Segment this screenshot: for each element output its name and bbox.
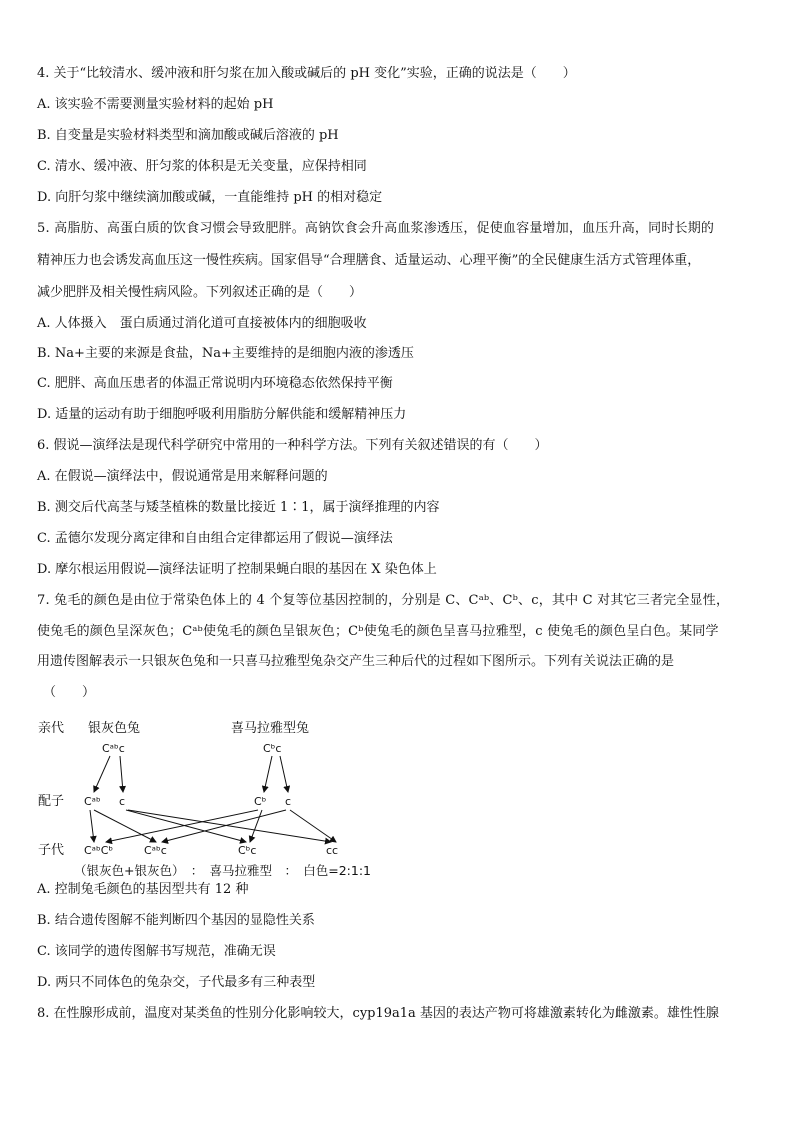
parent1-name: 银灰色兔 (88, 721, 141, 736)
q5-option-b: B. Na+主要的来源是食盐，Na+主要维持的是细胞内液的渗透压 (37, 346, 414, 361)
row-label-gametes: 配子 (38, 794, 65, 809)
arrow-p2-to-gamete-cb (264, 756, 272, 792)
q4-option-c: C. 清水、缓冲液、肝匀浆的体积是无关变量，应保持相同 (37, 159, 367, 174)
q5-stem-line2: 精神压力也会诱发高血压这一慢性疾病。国家倡导“合理膳食、适量运动、心理平衡”的全民健康生活方式管理体重， (37, 253, 701, 268)
arrow-p1-to-gamete-cab (94, 756, 110, 792)
arrow-p2-to-gamete-c (280, 756, 288, 792)
offspring-cc: cc (326, 844, 339, 857)
q4-stem: 4. 关于“比较清水、缓冲液和肝匀浆在加入酸或碱后的 pH 变化”实验，正确的说法是（ ） (37, 66, 576, 81)
q7-option-a: A. 控制兔毛颜色的基因型共有 12 种 (37, 882, 249, 897)
arrow-cab-to-cabc (94, 810, 156, 842)
genetic-cross-diagram (36, 712, 396, 884)
arrow-cab-to-cabcb (90, 810, 94, 842)
q7-answer-bracket: （ ） (43, 685, 96, 700)
q8-stem-line1: 8. 在性腺形成前，温度对某类鱼的性别分化影响较大，cyp19a1a 基因的表达产物可将雄激素转化为雌激素。雄性性腺 (37, 1006, 719, 1021)
parent2-genotype: Cᵇc (263, 742, 282, 755)
parent1-genotype: Cᵃᵇc (102, 742, 125, 755)
offspring-cab-cb: CᵃᵇCᵇ (84, 844, 114, 857)
q7-stem-line1: 7. 兔毛的颜色是由位于常染色体上的 4 个复等位基因控制的，分别是 C、Cᵃᵇ、Cᵇ、c，其中 C 对其它三者完全显性， (37, 593, 730, 608)
q6-option-b: B. 测交后代高茎与矮茎植株的数量比接近 1∶1，属于演绎推理的内容 (37, 500, 440, 515)
q7-stem-line2: 使兔毛的颜色呈深灰色；Cᵃᵇ使兔毛的颜色呈银灰色；Cᵇ使兔毛的颜色呈喜马拉雅型，c 使兔毛的颜色呈白色。某同学 (37, 624, 719, 639)
q7-option-c: C. 该同学的遗传图解书写规范，准确无误 (37, 944, 276, 959)
arrow-cb-to-cbc (250, 810, 262, 842)
q4-option-a: A. 该实验不需要测量实验材料的起始 pH (37, 97, 274, 112)
q5-option-a: A. 人体摄入 蛋白质通过消化道可直接被体内的细胞吸收 (37, 316, 367, 331)
q6-option-d: D. 摩尔根运用假说—演绎法证明了控制果蝇白眼的基因在 X 染色体上 (37, 562, 437, 577)
arrow-c2-to-cc (290, 810, 336, 842)
q6-option-a: A. 在假说—演绎法中，假说通常是用来解释问题的 (37, 469, 328, 484)
q4-option-b: B. 自变量是实验材料类型和滴加酸或碱后溶液的 pH (37, 128, 339, 143)
row-label-parents: 亲代 (38, 721, 65, 736)
q7-option-d: D. 两只不同体色的兔杂交，子代最多有三种表型 (37, 975, 316, 990)
q5-option-c: C. 肥胖、高血压患者的体温正常说明内环境稳态依然保持平衡 (37, 376, 393, 391)
q7-stem-line3: 用遗传图解表示一只银灰色兔和一只喜马拉雅型兔杂交产生三种后代的过程如下图所示。下列有关说法正确的是 (37, 654, 675, 669)
gamete-c-1: c (119, 795, 126, 808)
q5-option-d: D. 适量的运动有助于细胞呼吸利用脂肪分解供能和缓解精神压力 (37, 407, 407, 422)
gamete-cab: Cᵃᵇ (84, 795, 101, 808)
gamete-c-2: c (285, 795, 292, 808)
arrow-p1-to-gamete-c (120, 756, 123, 792)
q5-stem-line1: 5. 高脂肪、高蛋白质的饮食习惯会导致肥胖。高钠饮食会升高血浆渗透压，促使血容量增加，血压升高，同时长期的 (37, 221, 715, 236)
q6-option-c: C. 孟德尔发现分离定律和自由组合定律都运用了假说—演绎法 (37, 531, 393, 546)
offspring-cb-c: Cᵇc (238, 844, 257, 857)
q4-option-d: D. 向肝匀浆中继续滴加酸或碱，一直能维持 pH 的相对稳定 (37, 190, 383, 205)
row-label-offspring: 子代 (38, 843, 65, 858)
q5-stem-line3: 减少肥胖及相关慢性病风险。下列叙述正确的是（ ） (37, 285, 363, 300)
gamete-cb: Cᵇ (254, 795, 267, 808)
parent2-name: 喜马拉雅型兔 (231, 721, 310, 736)
q7-option-b: B. 结合遗传图解不能判断四个基因的显隐性关系 (37, 913, 315, 928)
q6-stem: 6. 假说—演绎法是现代科学研究中常用的一种科学方法。下列有关叙述错误的有（ ） (37, 438, 548, 453)
offspring-cab-c: Cᵃᵇc (144, 844, 167, 857)
offspring-ratio: （银灰色+银灰色） ： 喜马拉雅型 ： 白色=2:1:1 (74, 863, 371, 878)
